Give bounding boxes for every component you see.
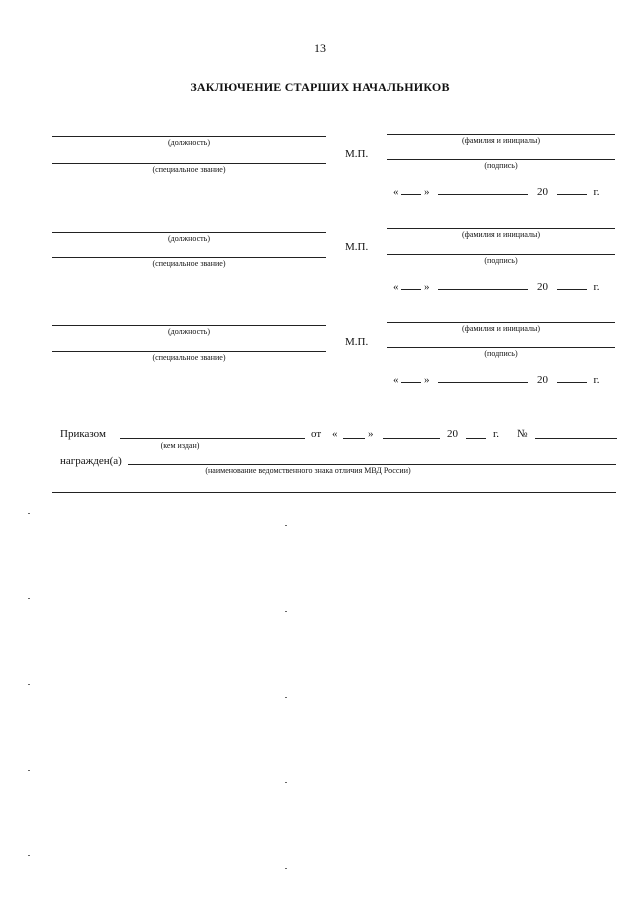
signature-line[interactable] <box>387 159 615 160</box>
year-suffix: г. <box>593 281 600 293</box>
scan-speck <box>285 697 287 698</box>
open-quote: « <box>393 281 399 293</box>
scan-speck <box>28 513 30 514</box>
scan-speck <box>285 611 287 612</box>
year-field[interactable] <box>557 184 587 195</box>
open-quote: « <box>393 374 399 386</box>
position-caption: (должность) <box>168 234 210 243</box>
scan-speck <box>28 855 30 856</box>
position-caption: (должность) <box>168 327 210 336</box>
rank-line[interactable] <box>52 351 326 352</box>
rank-caption: (специальное звание) <box>152 259 226 268</box>
scan-speck <box>285 782 287 783</box>
name-caption: (фамилия и инициалы) <box>461 136 541 145</box>
rank-line[interactable] <box>52 257 326 258</box>
signature-caption: (подпись) <box>484 161 518 170</box>
name-caption: (фамилия и инициалы) <box>461 324 541 333</box>
name-line[interactable] <box>387 134 615 135</box>
stamp-label: М.П. <box>345 336 369 348</box>
signature-caption: (подпись) <box>484 349 518 358</box>
number-sign: № <box>517 428 528 440</box>
year-field[interactable] <box>557 279 587 290</box>
issuer-caption: (кем издан) <box>160 441 200 450</box>
order-month-field[interactable] <box>383 438 440 439</box>
stamp-label: М.П. <box>345 148 369 160</box>
year-suffix: г. <box>593 186 600 198</box>
day-field[interactable] <box>401 372 421 383</box>
close-quote: » <box>424 186 430 198</box>
close-quote: » <box>368 428 374 440</box>
award-line[interactable] <box>128 464 616 465</box>
close-quote: » <box>424 374 430 386</box>
award-continuation-line[interactable] <box>52 492 616 493</box>
name-line[interactable] <box>387 228 615 229</box>
scan-speck <box>285 525 287 526</box>
position-caption: (должность) <box>168 138 210 147</box>
year-prefix: 20 <box>537 374 548 386</box>
rank-caption: (специальное звание) <box>152 353 226 362</box>
scan-speck <box>28 684 30 685</box>
signature-line[interactable] <box>387 254 615 255</box>
from-label: от <box>311 428 322 440</box>
order-number-field[interactable] <box>535 438 617 439</box>
month-field[interactable] <box>438 184 528 195</box>
page-number: 13 <box>314 41 326 55</box>
issuer-line[interactable] <box>120 438 305 439</box>
open-quote: « <box>332 428 338 440</box>
stamp-label: М.П. <box>345 241 369 253</box>
rank-caption: (специальное звание) <box>152 165 226 174</box>
scan-speck <box>28 598 30 599</box>
order-label: Приказом <box>60 428 106 440</box>
position-line[interactable] <box>52 232 326 233</box>
close-quote: » <box>424 281 430 293</box>
page-title: ЗАКЛЮЧЕНИЕ СТАРШИХ НАЧАЛЬНИКОВ <box>190 80 450 94</box>
order-year-field[interactable] <box>466 438 486 439</box>
scan-speck <box>28 770 30 771</box>
day-field[interactable] <box>401 184 421 195</box>
name-line[interactable] <box>387 322 615 323</box>
name-caption: (фамилия и инициалы) <box>461 230 541 239</box>
rank-line[interactable] <box>52 163 326 164</box>
month-field[interactable] <box>438 372 528 383</box>
date-row <box>393 372 600 386</box>
signature-caption: (подпись) <box>484 256 518 265</box>
open-quote: « <box>393 186 399 198</box>
order-year-suffix: г. <box>493 428 500 440</box>
year-prefix: 20 <box>537 186 548 198</box>
award-caption: (наименование ведомственного знака отличия МВД России) <box>205 466 411 475</box>
awarded-label: награжден(а) <box>60 455 122 467</box>
year-suffix: г. <box>593 374 600 386</box>
order-day-field[interactable] <box>343 438 365 439</box>
month-field[interactable] <box>438 279 528 290</box>
order-year-prefix: 20 <box>447 428 458 440</box>
year-field[interactable] <box>557 372 587 383</box>
signature-line[interactable] <box>387 347 615 348</box>
position-line[interactable] <box>52 136 326 137</box>
date-row <box>393 184 600 198</box>
scan-speck <box>285 868 287 869</box>
date-row <box>393 279 600 293</box>
day-field[interactable] <box>401 279 421 290</box>
position-line[interactable] <box>52 325 326 326</box>
year-prefix: 20 <box>537 281 548 293</box>
